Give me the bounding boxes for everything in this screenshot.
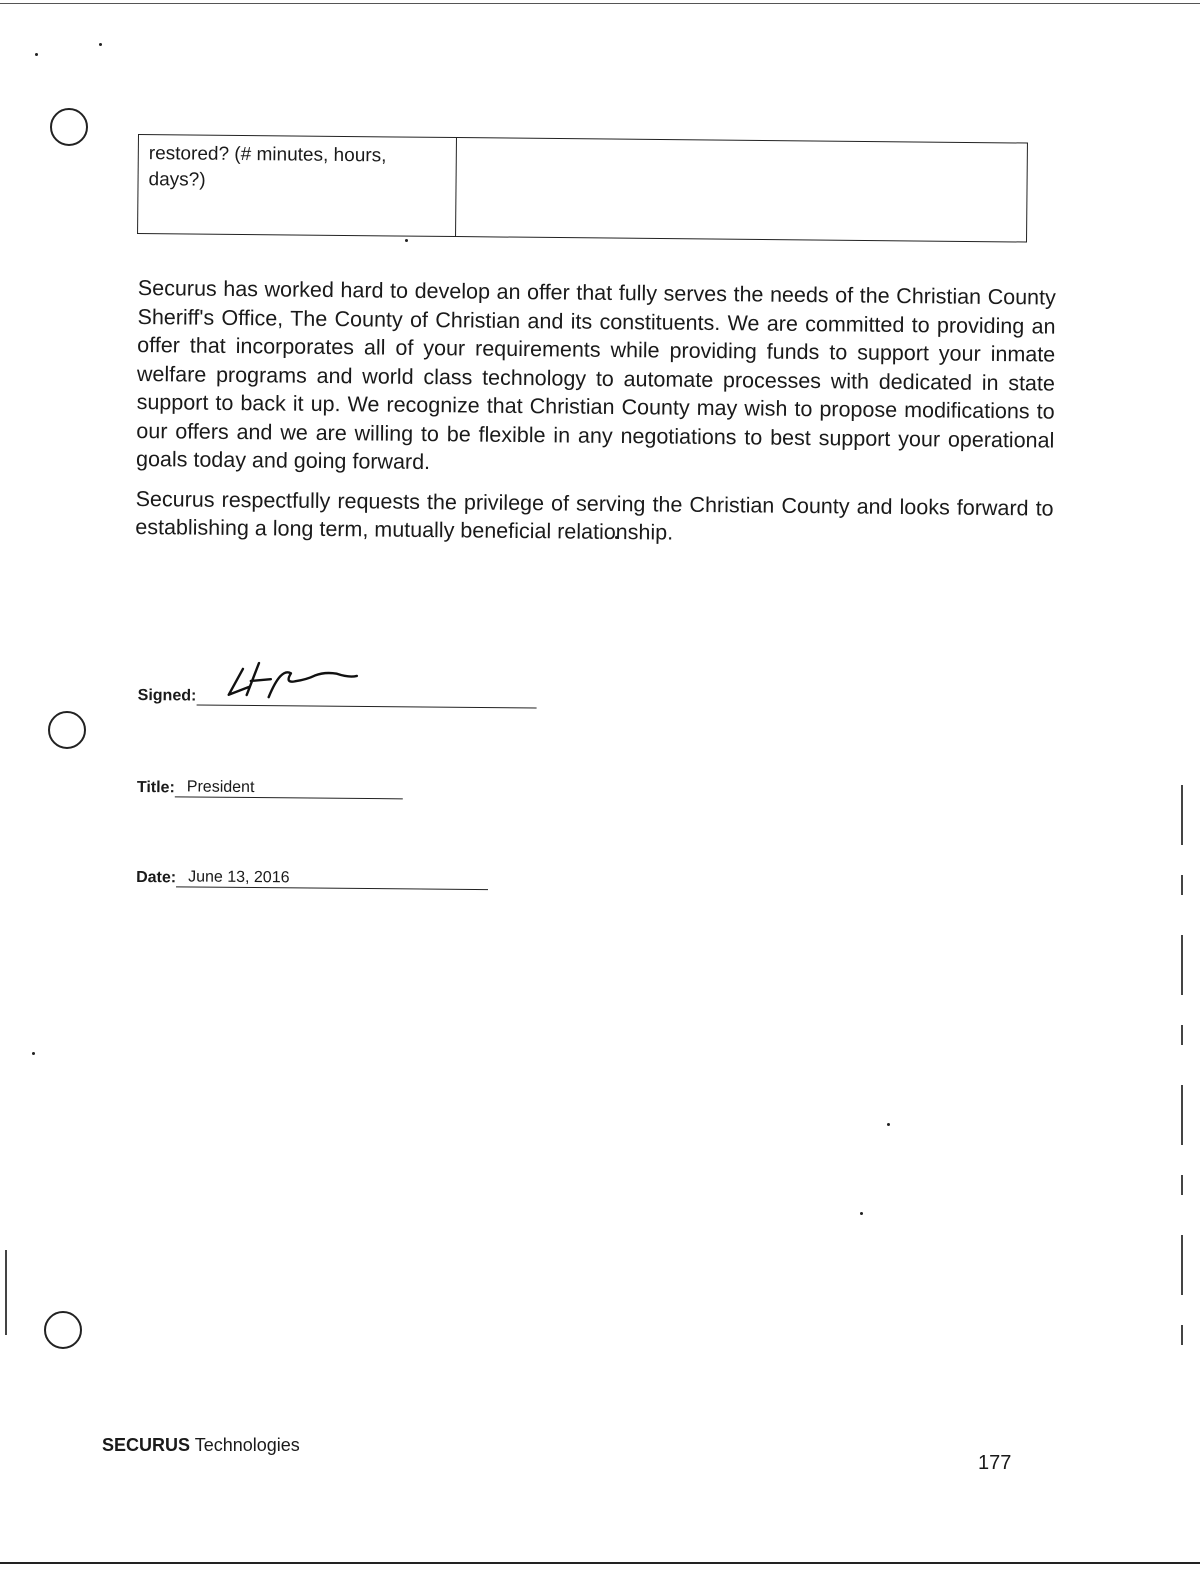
signed-label: Signed: — [137, 686, 197, 705]
binder-hole — [44, 1311, 82, 1349]
date-row — [136, 864, 488, 890]
table-row — [138, 135, 1028, 243]
brand-name-rest: Technologies — [190, 1435, 300, 1455]
page-number: 177 — [978, 1452, 1012, 1474]
date-label: Date: — [136, 868, 177, 887]
date-line — [176, 864, 488, 890]
closing-text — [135, 274, 1056, 562]
footer-brand — [102, 1434, 300, 1456]
handwritten-signature — [224, 657, 384, 710]
signed-row — [138, 682, 537, 708]
scan-speck — [35, 53, 38, 56]
signature-line — [196, 683, 536, 709]
question-table — [137, 134, 1028, 243]
page-bottom-edge — [0, 1562, 1200, 1564]
scan-speck — [887, 1123, 890, 1126]
title-line — [175, 774, 403, 799]
scan-edge-mark — [1181, 785, 1183, 1345]
title-label: Title: — [136, 778, 175, 797]
binder-hole — [48, 711, 86, 749]
scan-speck — [860, 1212, 863, 1215]
scan-edge-mark — [5, 1250, 7, 1335]
brand-name-bold: SECURUS — [102, 1435, 191, 1455]
binder-hole — [50, 108, 88, 146]
page-top-edge — [0, 3, 1200, 4]
answer-cell — [456, 138, 1028, 242]
date-value: June 13, 2016 — [188, 868, 290, 887]
body-paragraph: Securus has worked hard to develop an offer that fully serves the needs of the Christian County Sheriff's Office, The County of Christian and its constituents. We are committed to providing an offer that incorporates all of your requirements while providing funds to support your inmate welfare programs and world class technology to automate processes with dedicated in state support to back it up. We recognize that Christian County may wish to propose modifications to our offers and we are willing to be flexible in any negotiations to best support your operational goals today and going forward. — [135, 275, 1056, 475]
body-paragraph: Securus respectfully requests the privilege of serving the Christian County and looks forward to establishing a long term, mutually beneficial relationship. — [135, 486, 1054, 545]
signature-block — [136, 660, 568, 904]
title-row — [137, 774, 403, 799]
scan-speck — [405, 239, 408, 242]
question-cell: restored? (# minutes, hours, days?) — [138, 135, 457, 237]
scan-speck — [32, 1052, 35, 1055]
scan-speck — [99, 43, 102, 46]
title-value: President — [186, 778, 255, 797]
